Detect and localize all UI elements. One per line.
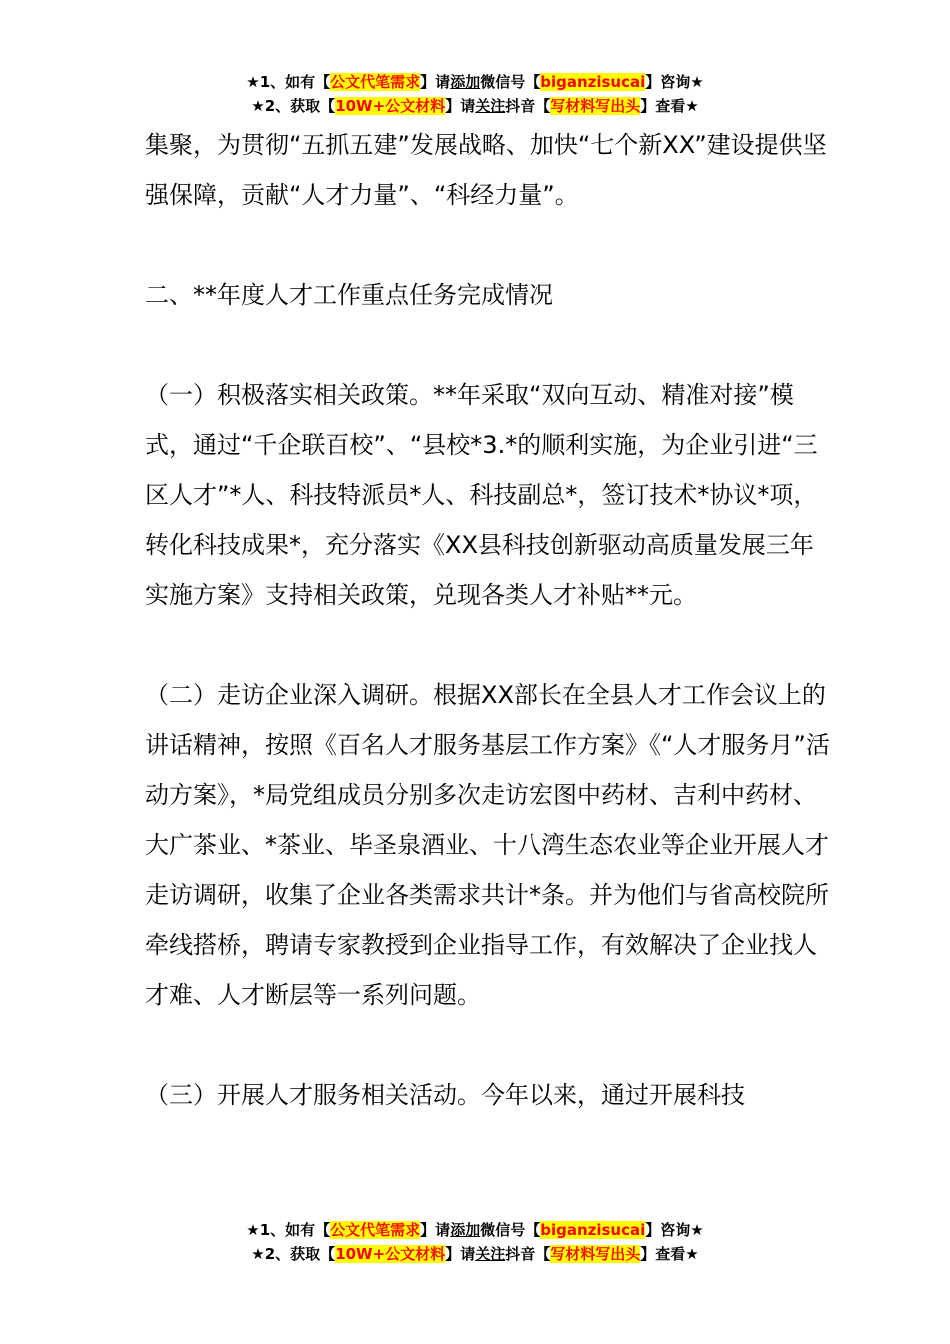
paragraph-gap	[145, 620, 835, 670]
banner-text: ★2、获取【	[251, 97, 336, 115]
banner-underlined: 关注	[475, 97, 506, 115]
banner-underlined: 添加	[450, 73, 481, 91]
banner-underlined: 添加	[450, 1221, 481, 1239]
banner-text: 】咨询★	[645, 1221, 704, 1239]
banner-wechat-id: biganzisucai	[540, 73, 646, 91]
paragraph-policy: （一）积极落实相关政策。**年采取“双向互动、精准对接”模式，通过“千企联百校”、“县校*3.*的顺利实施，为企业引进“三区人才”*人、科技特派员*人、科技副总*，签订技术*协议*项，转化科技成果*，充分落实《XX县科技创新驱动高质量发展三年实施方案》支持相关政策，兑现各类人才补贴**元。	[145, 381, 818, 609]
banner-highlight: 10W+公文材料	[335, 97, 446, 115]
section-heading: 二、**年度人才工作重点任务完成情况	[145, 281, 553, 309]
banner-underlined: 关注	[475, 1245, 506, 1263]
banner-line-2	[0, 1242, 950, 1266]
header-banner	[0, 70, 950, 118]
banner-line-1	[0, 70, 950, 94]
paragraph-continuation: 集聚，为贯彻“五抓五建”发展战略、加快“七个新XX”建设提供坚强保障，贡献“人才力量”、“科经力量”。	[145, 131, 827, 209]
paragraph-visits: （二）走访企业深入调研。根据XX部长在全县人才工作会议上的讲话精神，按照《百名人才服务基层工作方案》《“人才服务月”活动方案》，*局党组成员分别多次走访宏图中药材、吉利中药材、大广茶业、*茶业、毕圣泉酒业、十八湾生态农业等企业开展人才走访调研，收集了企业各类需求共计*条。并为他们与省高校院所牵线搭桥，聘请专家教授到企业指导工作，有效解决了企业找人才难、人才断层等一系列问题。	[145, 681, 830, 1009]
banner-text: 】查看★	[640, 97, 699, 115]
banner-douyin-id: 写材料写出头	[550, 1245, 641, 1263]
banner-text: 】请	[445, 97, 476, 115]
banner-text: 抖音【	[505, 1245, 551, 1263]
banner-text: ★2、获取【	[251, 1245, 336, 1263]
paragraph-activities: （三）开展人才服务相关活动。今年以来，通过开展科技	[145, 1081, 745, 1109]
paragraph-gap	[145, 1020, 835, 1070]
banner-text: 】请	[420, 73, 451, 91]
paragraph-gap	[145, 220, 835, 270]
banner-text: 抖音【	[505, 97, 551, 115]
banner-highlight: 10W+公文材料	[335, 1245, 446, 1263]
banner-highlight: 公文代笔需求	[330, 1221, 421, 1239]
banner-text: 】请	[420, 1221, 451, 1239]
banner-line-1	[0, 1218, 950, 1242]
banner-text: 微信号【	[480, 1221, 541, 1239]
banner-highlight: 公文代笔需求	[330, 73, 421, 91]
paragraph-gap	[145, 320, 835, 370]
banner-text: 】查看★	[640, 1245, 699, 1263]
banner-text: ★1、如有【	[246, 1221, 331, 1239]
banner-text: 】咨询★	[645, 73, 704, 91]
banner-wechat-id: biganzisucai	[540, 1221, 646, 1239]
document-body	[145, 120, 835, 1120]
banner-text: 微信号【	[480, 73, 541, 91]
banner-text: ★1、如有【	[246, 73, 331, 91]
footer-banner	[0, 1218, 950, 1266]
banner-douyin-id: 写材料写出头	[550, 97, 641, 115]
banner-text: 】请	[445, 1245, 476, 1263]
banner-line-2	[0, 94, 950, 118]
